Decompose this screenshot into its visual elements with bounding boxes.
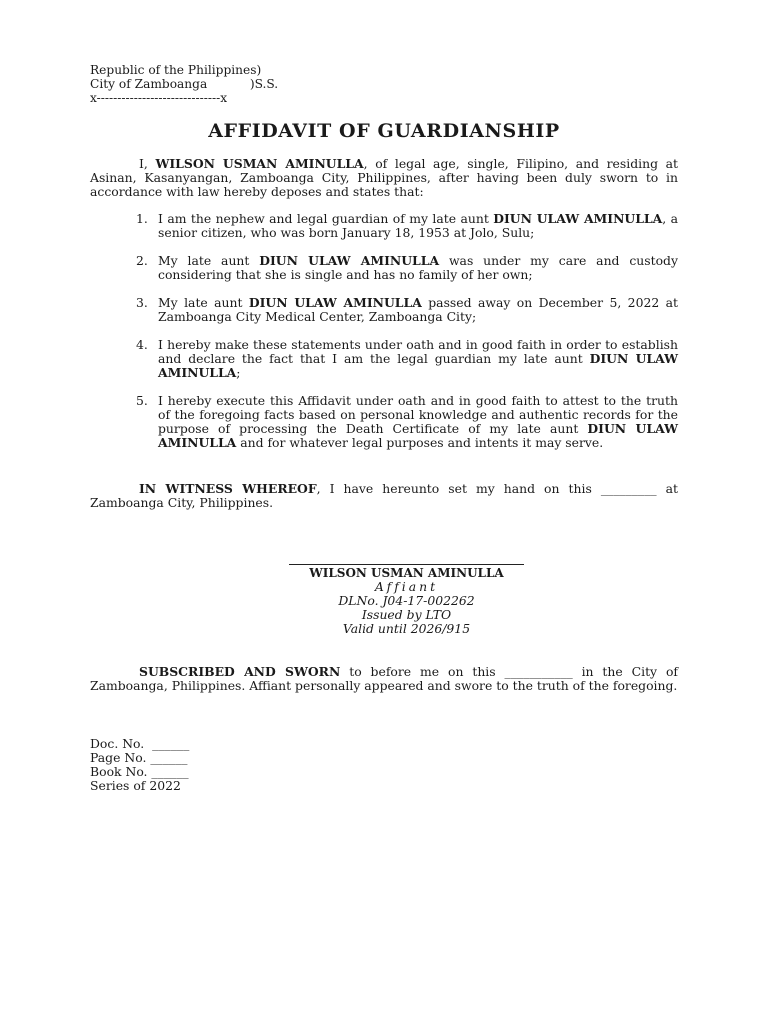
venue-republic: Republic of the Philippines) — [90, 63, 262, 77]
statement-text: My late aunt — [158, 253, 260, 268]
signature-line — [289, 564, 524, 565]
statement-bold: DIUN ULAW AMINULLA — [259, 253, 440, 268]
statement-text: I hereby make these statements under oath and in good faith in order to establish and declare the fact that I am the legal guardian my late aunt — [158, 337, 678, 366]
license-issuer: Issued by LTO — [361, 607, 452, 622]
statement-text-end: was under my care and custody considering that she is single and has no family of her own; — [158, 253, 678, 282]
statement-item — [90, 254, 678, 282]
jurat-text: to before me on this ___________ in the City of Zamboanga, Philippines. Affiant personally appeared and swore to the truth of the foregoing. — [90, 664, 678, 693]
signatory-role: Affiant — [374, 579, 439, 594]
statement-number: 5. — [136, 393, 148, 408]
venue-city: City of Zamboanga )S.S. — [90, 77, 279, 91]
document-title: AFFIDAVIT OF GUARDIANSHIP — [208, 120, 560, 142]
signature-block — [289, 566, 524, 636]
license-number: DLNo. J04-17-002262 — [338, 593, 475, 608]
statement-number: 4. — [136, 337, 148, 352]
statement-text-end: , a senior citizen, who was born January 18, 1953 at Jolo, Sulu; — [158, 211, 678, 240]
statement-bold: DIUN ULAW AMINULLA — [493, 211, 663, 226]
venue-separator: x------------------------------x — [90, 91, 228, 105]
witness-text: , I have hereunto set my hand on this _________ at Zamboanga City, Philippines. — [90, 481, 678, 510]
doc-number: Doc. No. ______ — [90, 736, 190, 751]
statement-text: I hereby execute this Affidavit under oath and in good faith to attest to the truth of the foregoing facts based on personal knowledge and authentic records for the purpose of processing the Death Certificate of my late aunt — [158, 393, 678, 436]
page-number: Page No. ______ — [90, 750, 188, 765]
statements-list — [90, 212, 678, 464]
statement-text-end: and for whatever legal purposes and intents it may serve. — [236, 435, 604, 450]
book-number: Book No. ______ — [90, 764, 189, 779]
statement-bold: DIUN ULAW AMINULLA — [158, 421, 678, 450]
statement-item — [90, 338, 678, 380]
statement-number: 2. — [136, 253, 148, 268]
affiant-name: WILSON USMAN AMINULLA — [155, 156, 364, 171]
statement-text: I am the nephew and legal guardian of my late aunt — [158, 211, 494, 226]
statement-text-end: ; — [236, 365, 241, 380]
statement-number: 3. — [136, 295, 148, 310]
intro-text: , of legal age, single, Filipino, and residing at Asinan, Kasanyangan, Zamboanga City, Philippines, after having been duly sworn to in accordance with law hereby deposes and states that: — [90, 156, 678, 199]
signatory-name: WILSON USMAN AMINULLA — [309, 566, 504, 580]
license-validity: Valid until 2026/915 — [342, 621, 471, 636]
venue-block — [90, 63, 278, 105]
jurat-heading: SUBSCRIBED AND SWORN — [139, 664, 341, 679]
witness-paragraph — [90, 482, 678, 510]
intro-prefix: I, — [139, 156, 156, 171]
jurat-paragraph — [90, 665, 678, 693]
statement-text: My late aunt — [158, 295, 249, 310]
witness-heading: IN WITNESS WHEREOF — [139, 481, 317, 496]
series-year: Series of 2022 — [90, 778, 181, 793]
statement-bold: DIUN ULAW AMINULLA — [248, 295, 422, 310]
notarial-register — [90, 737, 189, 793]
statement-number: 1. — [136, 211, 148, 226]
statement-item — [90, 212, 678, 240]
statement-bold: DIUN ULAW AMINULLA — [158, 351, 678, 380]
statement-item — [90, 296, 678, 324]
statement-item — [90, 394, 678, 450]
statement-text-end: passed away on December 5, 2022 at Zamboanga City Medical Center, Zamboanga City; — [158, 295, 678, 324]
intro-paragraph — [90, 157, 678, 199]
